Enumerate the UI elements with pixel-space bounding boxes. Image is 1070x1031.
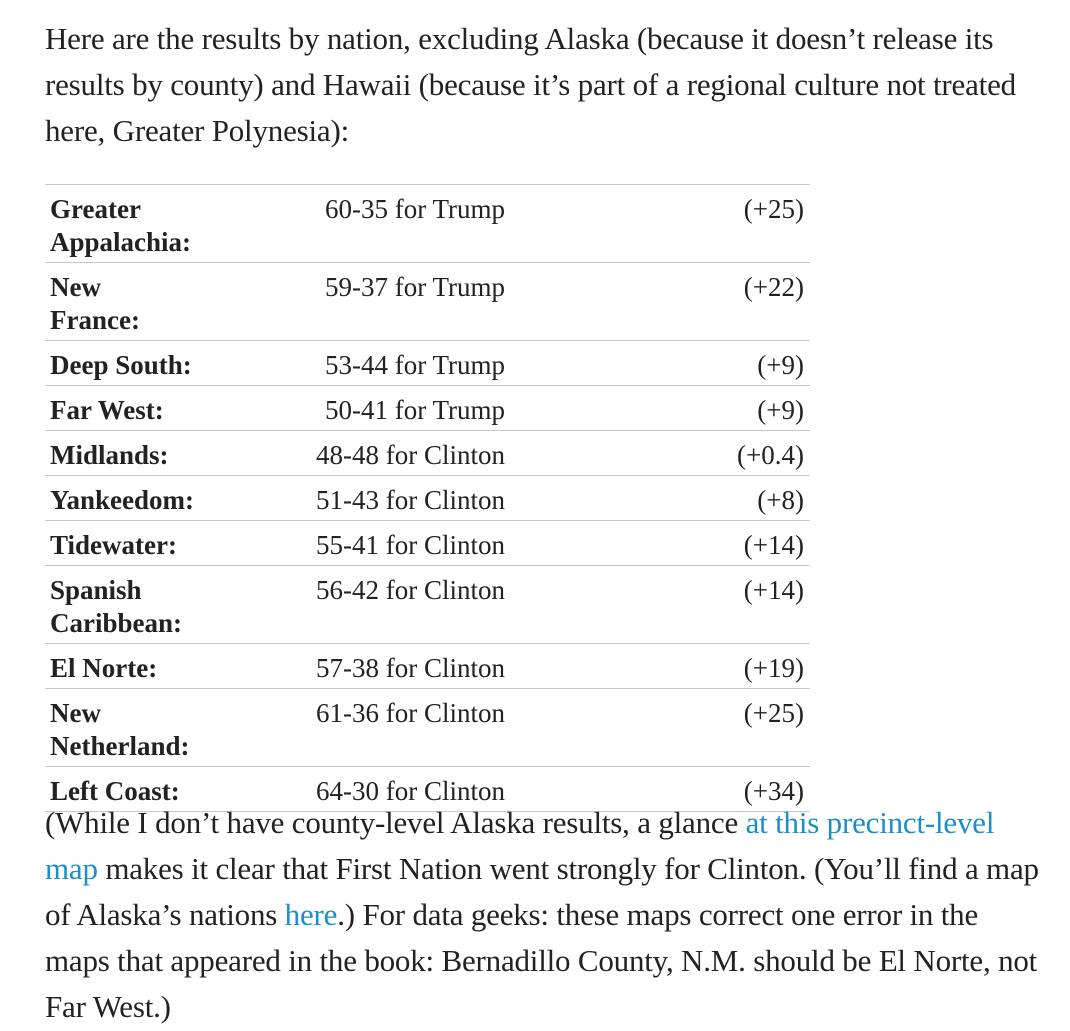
vote-result: 51-43 for Clinton (200, 476, 509, 521)
results-table (45, 184, 810, 812)
vote-margin: (+8) (509, 476, 810, 521)
vote-result: 53-44 for Trump (200, 341, 509, 386)
vote-margin: (+19) (509, 644, 810, 689)
vote-result: 64-30 for Clinton (200, 767, 509, 812)
table-row (45, 263, 810, 341)
alaska-nations-map-link[interactable]: here (284, 897, 338, 932)
nation-name: Spanish Caribbean: (45, 566, 200, 644)
table-row (45, 185, 810, 263)
vote-margin: (+0.4) (509, 431, 810, 476)
vote-result: 50-41 for Trump (200, 386, 509, 431)
table-row (45, 341, 810, 386)
footnote-paragraph (45, 800, 1045, 1030)
vote-margin: (+25) (509, 689, 810, 767)
vote-result: 60-35 for Trump (200, 185, 509, 263)
nation-name: New Netherland: (45, 689, 200, 767)
vote-result: 61-36 for Clinton (200, 689, 509, 767)
table-row (45, 566, 810, 644)
footnote-text-part1: (While I don’t have county-level Alaska results, a glance (45, 805, 746, 840)
table-row (45, 476, 810, 521)
nation-name: Far West: (45, 386, 200, 431)
vote-margin: (+14) (509, 521, 810, 566)
table-row (45, 431, 810, 476)
nation-name: Greater Appalachia: (45, 185, 200, 263)
nation-name: New France: (45, 263, 200, 341)
nation-name: Deep South: (45, 341, 200, 386)
intro-paragraph: Here are the results by nation, excluding Alaska (because it doesn’t release its results by county) and Hawaii (because it’s part of a regional culture not treated here, Greater Polynesia): (45, 21, 1016, 148)
nation-name: Yankeedom: (45, 476, 200, 521)
nation-name: Left Coast: (45, 767, 200, 812)
table-row (45, 644, 810, 689)
table-row (45, 521, 810, 566)
footnote-text-part2: makes it clear that First Nation went strongly for Clinton. (You’ll find a map of Alaska’s nations (45, 851, 1039, 932)
nation-name: El Norte: (45, 644, 200, 689)
vote-margin: (+34) (509, 767, 810, 812)
nation-name: Tidewater: (45, 521, 200, 566)
vote-margin: (+9) (509, 386, 810, 431)
vote-margin: (+9) (509, 341, 810, 386)
vote-margin: (+14) (509, 566, 810, 644)
vote-result: 57-38 for Clinton (200, 644, 509, 689)
footnote-text-part3: .) For data geeks: these maps correct one error in the maps that appeared in the book: Bernadillo County, N.M. should be El Norte, not Far West.) (45, 897, 1038, 1024)
vote-result: 55-41 for Clinton (200, 521, 509, 566)
table-row (45, 386, 810, 431)
vote-margin: (+25) (509, 185, 810, 263)
vote-result: 59-37 for Trump (200, 263, 509, 341)
nation-name: Midlands: (45, 431, 200, 476)
vote-result: 56-42 for Clinton (200, 566, 509, 644)
precinct-map-link[interactable]: at this precinct-level map (45, 805, 995, 886)
table-row (45, 689, 810, 767)
results-table-body (45, 185, 810, 812)
vote-margin: (+22) (509, 263, 810, 341)
vote-result: 48-48 for Clinton (200, 431, 509, 476)
